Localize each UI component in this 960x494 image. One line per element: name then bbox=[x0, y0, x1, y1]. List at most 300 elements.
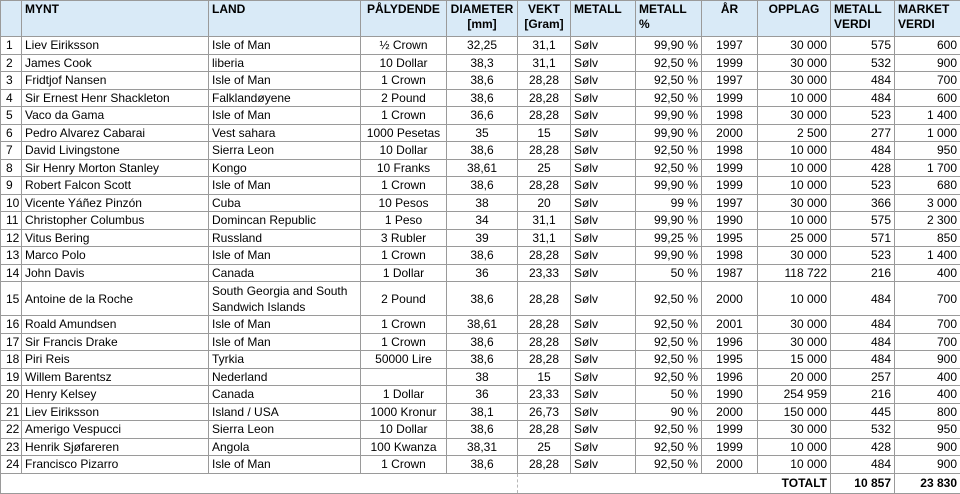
cell-aar[interactable]: 1999 bbox=[702, 421, 758, 439]
cell-market-verdi[interactable]: 680 bbox=[895, 177, 960, 195]
cell-metall[interactable]: Sølv bbox=[571, 194, 636, 212]
cell-vekt[interactable]: 15 bbox=[518, 124, 571, 142]
cell-palydende[interactable]: 1 Dollar bbox=[361, 264, 447, 282]
cell-market-verdi[interactable]: 700 bbox=[895, 72, 960, 90]
cell-metall-pct[interactable]: 92,50 % bbox=[636, 316, 702, 334]
cell-diameter[interactable]: 38,6 bbox=[447, 89, 518, 107]
cell-diameter[interactable]: 38,6 bbox=[447, 177, 518, 195]
cell-market-verdi[interactable]: 900 bbox=[895, 456, 960, 474]
cell-metall-pct[interactable]: 92,50 % bbox=[636, 54, 702, 72]
cell-market-verdi[interactable]: 1 400 bbox=[895, 107, 960, 125]
cell-metall-verdi[interactable]: 216 bbox=[831, 386, 895, 404]
cell-market-verdi[interactable]: 600 bbox=[895, 89, 960, 107]
cell-market-verdi[interactable]: 900 bbox=[895, 351, 960, 369]
cell-aar[interactable]: 1990 bbox=[702, 212, 758, 230]
cell-metall[interactable]: Sølv bbox=[571, 159, 636, 177]
cell-market-verdi[interactable]: 3 000 bbox=[895, 194, 960, 212]
cell-land[interactable]: Falklandøyene bbox=[209, 89, 361, 107]
cell-market-verdi[interactable]: 850 bbox=[895, 229, 960, 247]
col-header-palydende[interactable]: PÅLYDENDE bbox=[361, 1, 447, 37]
cell-metall-verdi[interactable]: 428 bbox=[831, 159, 895, 177]
cell-metall-verdi[interactable]: 575 bbox=[831, 37, 895, 55]
col-header-land[interactable]: LAND bbox=[209, 1, 361, 37]
cell-nr[interactable]: 3 bbox=[1, 72, 22, 90]
cell-vekt[interactable]: 25 bbox=[518, 159, 571, 177]
cell-metall-verdi[interactable]: 484 bbox=[831, 72, 895, 90]
cell-diameter[interactable]: 38,6 bbox=[447, 456, 518, 474]
cell-diameter[interactable]: 38,6 bbox=[447, 351, 518, 369]
cell-nr[interactable]: 17 bbox=[1, 333, 22, 351]
cell-metall-pct[interactable]: 50 % bbox=[636, 264, 702, 282]
cell-land[interactable]: Nederland bbox=[209, 368, 361, 386]
cell-opplag[interactable]: 10 000 bbox=[758, 212, 831, 230]
cell-opplag[interactable]: 10 000 bbox=[758, 177, 831, 195]
cell-land[interactable]: Isle of Man bbox=[209, 247, 361, 265]
cell-opplag[interactable]: 25 000 bbox=[758, 229, 831, 247]
cell-metall[interactable]: Sølv bbox=[571, 386, 636, 404]
cell-land[interactable]: Cuba bbox=[209, 194, 361, 212]
cell-opplag[interactable]: 15 000 bbox=[758, 351, 831, 369]
cell-nr[interactable]: 13 bbox=[1, 247, 22, 265]
cell-land[interactable]: Island / USA bbox=[209, 403, 361, 421]
cell-mynt[interactable]: Piri Reis bbox=[22, 351, 209, 369]
cell-vekt[interactable]: 28,28 bbox=[518, 142, 571, 160]
cell-mynt[interactable]: Vaco da Gama bbox=[22, 107, 209, 125]
cell-metall[interactable]: Sølv bbox=[571, 37, 636, 55]
cell-aar[interactable]: 1996 bbox=[702, 368, 758, 386]
cell-diameter[interactable]: 34 bbox=[447, 212, 518, 230]
cell-metall-verdi[interactable]: 484 bbox=[831, 282, 895, 316]
cell-vekt[interactable]: 23,33 bbox=[518, 386, 571, 404]
cell-land[interactable]: liberia bbox=[209, 54, 361, 72]
cell-palydende[interactable]: 1 Crown bbox=[361, 456, 447, 474]
cell-metall-verdi[interactable]: 484 bbox=[831, 89, 895, 107]
cell-opplag[interactable]: 10 000 bbox=[758, 282, 831, 316]
cell-mynt[interactable]: Francisco Pizarro bbox=[22, 456, 209, 474]
cell-metall-verdi[interactable]: 484 bbox=[831, 351, 895, 369]
cell-diameter[interactable]: 32,25 bbox=[447, 37, 518, 55]
cell-metall-verdi[interactable]: 445 bbox=[831, 403, 895, 421]
cell-vekt[interactable]: 28,28 bbox=[518, 282, 571, 316]
cell-mynt[interactable]: James Cook bbox=[22, 54, 209, 72]
cell-diameter[interactable]: 38,1 bbox=[447, 403, 518, 421]
cell-mynt[interactable]: David Livingstone bbox=[22, 142, 209, 160]
cell-diameter[interactable]: 36 bbox=[447, 264, 518, 282]
cell-opplag[interactable]: 30 000 bbox=[758, 421, 831, 439]
cell-metall[interactable]: Sølv bbox=[571, 107, 636, 125]
cell-mynt[interactable]: John Davis bbox=[22, 264, 209, 282]
cell-land[interactable]: Sierra Leon bbox=[209, 421, 361, 439]
cell-metall[interactable]: Sølv bbox=[571, 351, 636, 369]
cell-diameter[interactable]: 38,3 bbox=[447, 54, 518, 72]
cell-metall-verdi[interactable]: 523 bbox=[831, 247, 895, 265]
cell-diameter[interactable]: 38,31 bbox=[447, 438, 518, 456]
cell-nr[interactable]: 18 bbox=[1, 351, 22, 369]
cell-aar[interactable]: 1998 bbox=[702, 142, 758, 160]
cell-palydende[interactable]: 1 Crown bbox=[361, 333, 447, 351]
cell-palydende[interactable]: 50000 Lire bbox=[361, 351, 447, 369]
cell-mynt[interactable]: Roald Amundsen bbox=[22, 316, 209, 334]
cell-land[interactable]: Angola bbox=[209, 438, 361, 456]
col-header-metall-verdi[interactable] bbox=[831, 1, 895, 37]
cell-land[interactable]: Isle of Man bbox=[209, 37, 361, 55]
totals-metall-verdi[interactable]: 10 857 bbox=[831, 473, 895, 493]
cell-nr[interactable]: 10 bbox=[1, 194, 22, 212]
cell-market-verdi[interactable]: 1 700 bbox=[895, 159, 960, 177]
cell-palydende[interactable]: 10 Dollar bbox=[361, 142, 447, 160]
cell-palydende[interactable]: 10 Dollar bbox=[361, 54, 447, 72]
cell-palydende[interactable]: 100 Kwanza bbox=[361, 438, 447, 456]
cell-palydende[interactable]: 3 Rubler bbox=[361, 229, 447, 247]
cell-diameter[interactable]: 38,6 bbox=[447, 72, 518, 90]
cell-opplag[interactable]: 20 000 bbox=[758, 368, 831, 386]
cell-mynt[interactable]: Willem Barentsz bbox=[22, 368, 209, 386]
cell-metall-verdi[interactable]: 523 bbox=[831, 177, 895, 195]
cell-aar[interactable]: 1997 bbox=[702, 194, 758, 212]
cell-metall[interactable]: Sølv bbox=[571, 316, 636, 334]
cell-palydende[interactable]: 10 Pesos bbox=[361, 194, 447, 212]
cell-mynt[interactable]: Henry Kelsey bbox=[22, 386, 209, 404]
cell-diameter[interactable]: 38,6 bbox=[447, 282, 518, 316]
cell-metall[interactable]: Sølv bbox=[571, 438, 636, 456]
cell-land[interactable]: Isle of Man bbox=[209, 72, 361, 90]
cell-palydende[interactable]: 1000 Pesetas bbox=[361, 124, 447, 142]
cell-metall[interactable]: Sølv bbox=[571, 124, 636, 142]
cell-metall-pct[interactable]: 92,50 % bbox=[636, 72, 702, 90]
cell-metall-pct[interactable]: 92,50 % bbox=[636, 142, 702, 160]
cell-metall[interactable]: Sølv bbox=[571, 247, 636, 265]
cell-diameter[interactable]: 39 bbox=[447, 229, 518, 247]
cell-palydende[interactable]: 10 Dollar bbox=[361, 421, 447, 439]
cell-mynt[interactable]: Liev Eiriksson bbox=[22, 403, 209, 421]
cell-nr[interactable]: 8 bbox=[1, 159, 22, 177]
cell-metall-verdi[interactable]: 575 bbox=[831, 212, 895, 230]
cell-metall[interactable]: Sølv bbox=[571, 456, 636, 474]
cell-market-verdi[interactable]: 400 bbox=[895, 386, 960, 404]
cell-nr[interactable]: 5 bbox=[1, 107, 22, 125]
cell-metall[interactable]: Sølv bbox=[571, 403, 636, 421]
cell-metall-pct[interactable]: 92,50 % bbox=[636, 438, 702, 456]
cell-nr[interactable]: 16 bbox=[1, 316, 22, 334]
cell-vekt[interactable]: 28,28 bbox=[518, 72, 571, 90]
cell-opplag[interactable]: 30 000 bbox=[758, 37, 831, 55]
cell-metall-pct[interactable]: 99,90 % bbox=[636, 107, 702, 125]
cell-opplag[interactable]: 10 000 bbox=[758, 159, 831, 177]
cell-metall-verdi[interactable]: 257 bbox=[831, 368, 895, 386]
cell-metall-pct[interactable]: 92,50 % bbox=[636, 333, 702, 351]
cell-metall[interactable]: Sølv bbox=[571, 264, 636, 282]
cell-palydende[interactable]: 1 Crown bbox=[361, 107, 447, 125]
cell-aar[interactable]: 1987 bbox=[702, 264, 758, 282]
cell-diameter[interactable]: 36 bbox=[447, 386, 518, 404]
cell-nr[interactable]: 20 bbox=[1, 386, 22, 404]
cell-market-verdi[interactable]: 400 bbox=[895, 264, 960, 282]
cell-metall-pct[interactable]: 92,50 % bbox=[636, 421, 702, 439]
cell-metall-pct[interactable]: 99,90 % bbox=[636, 247, 702, 265]
cell-land[interactable]: Vest sahara bbox=[209, 124, 361, 142]
cell-metall[interactable]: Sølv bbox=[571, 212, 636, 230]
cell-market-verdi[interactable]: 400 bbox=[895, 368, 960, 386]
cell-market-verdi[interactable]: 1 400 bbox=[895, 247, 960, 265]
totals-label[interactable]: TOTALT bbox=[758, 473, 831, 493]
cell-vekt[interactable]: 20 bbox=[518, 194, 571, 212]
cell-mynt[interactable]: Sir Henry Morton Stanley bbox=[22, 159, 209, 177]
cell-land[interactable]: Canada bbox=[209, 264, 361, 282]
cell-metall-verdi[interactable]: 484 bbox=[831, 142, 895, 160]
cell-mynt[interactable]: Vitus Bering bbox=[22, 229, 209, 247]
cell-vekt[interactable]: 28,28 bbox=[518, 89, 571, 107]
cell-mynt[interactable]: Fridtjof Nansen bbox=[22, 72, 209, 90]
cell-market-verdi[interactable]: 950 bbox=[895, 421, 960, 439]
cell-vekt[interactable]: 15 bbox=[518, 368, 571, 386]
cell-vekt[interactable]: 23,33 bbox=[518, 264, 571, 282]
cell-metall-verdi[interactable]: 571 bbox=[831, 229, 895, 247]
cell-diameter[interactable]: 38 bbox=[447, 368, 518, 386]
cell-metall-pct[interactable]: 92,50 % bbox=[636, 159, 702, 177]
cell-vekt[interactable]: 28,28 bbox=[518, 316, 571, 334]
col-header-metall-pct[interactable] bbox=[636, 1, 702, 37]
cell-land[interactable]: Isle of Man bbox=[209, 456, 361, 474]
totals-market-verdi[interactable]: 23 830 bbox=[895, 473, 960, 493]
cell-palydende[interactable]: 1 Peso bbox=[361, 212, 447, 230]
cell-nr[interactable]: 22 bbox=[1, 421, 22, 439]
cell-metall-verdi[interactable]: 532 bbox=[831, 421, 895, 439]
cell-metall[interactable]: Sølv bbox=[571, 333, 636, 351]
cell-palydende[interactable]: 1 Crown bbox=[361, 316, 447, 334]
cell-opplag[interactable]: 10 000 bbox=[758, 438, 831, 456]
cell-palydende[interactable]: 2 Pound bbox=[361, 282, 447, 316]
cell-metall-pct[interactable]: 92,50 % bbox=[636, 351, 702, 369]
cell-market-verdi[interactable]: 900 bbox=[895, 438, 960, 456]
cell-opplag[interactable]: 30 000 bbox=[758, 54, 831, 72]
cell-aar[interactable]: 1999 bbox=[702, 159, 758, 177]
cell-vekt[interactable]: 28,28 bbox=[518, 351, 571, 369]
cell-metall[interactable]: Sølv bbox=[571, 229, 636, 247]
cell-palydende[interactable]: 1000 Kronur bbox=[361, 403, 447, 421]
cell-land[interactable]: Russland bbox=[209, 229, 361, 247]
col-header-diameter[interactable] bbox=[447, 1, 518, 37]
cell-metall[interactable]: Sølv bbox=[571, 89, 636, 107]
cell-mynt[interactable]: Sir Ernest Henr Shackleton bbox=[22, 89, 209, 107]
cell-nr[interactable]: 15 bbox=[1, 282, 22, 316]
cell-land[interactable]: Domincan Republic bbox=[209, 212, 361, 230]
cell-diameter[interactable]: 38,6 bbox=[447, 421, 518, 439]
cell-metall[interactable]: Sølv bbox=[571, 421, 636, 439]
col-header-vekt[interactable] bbox=[518, 1, 571, 37]
cell-nr[interactable]: 12 bbox=[1, 229, 22, 247]
cell-metall-verdi[interactable]: 484 bbox=[831, 456, 895, 474]
cell-land[interactable]: Isle of Man bbox=[209, 333, 361, 351]
cell-opplag[interactable]: 30 000 bbox=[758, 107, 831, 125]
cell-palydende[interactable]: 1 Dollar bbox=[361, 386, 447, 404]
cell-metall-pct[interactable]: 92,50 % bbox=[636, 368, 702, 386]
cell-nr[interactable]: 9 bbox=[1, 177, 22, 195]
cell-palydende[interactable]: 1 Crown bbox=[361, 247, 447, 265]
cell-aar[interactable]: 1999 bbox=[702, 177, 758, 195]
cell-market-verdi[interactable]: 1 000 bbox=[895, 124, 960, 142]
cell-market-verdi[interactable]: 700 bbox=[895, 333, 960, 351]
cell-aar[interactable]: 2000 bbox=[702, 124, 758, 142]
cell-aar[interactable]: 2000 bbox=[702, 282, 758, 316]
cell-metall-pct[interactable]: 99,90 % bbox=[636, 124, 702, 142]
cell-nr[interactable]: 6 bbox=[1, 124, 22, 142]
cell-diameter[interactable]: 38 bbox=[447, 194, 518, 212]
cell-metall[interactable]: Sølv bbox=[571, 368, 636, 386]
cell-vekt[interactable]: 26,73 bbox=[518, 403, 571, 421]
cell-vekt[interactable]: 28,28 bbox=[518, 247, 571, 265]
cell-land[interactable]: Isle of Man bbox=[209, 316, 361, 334]
cell-land[interactable]: Kongo bbox=[209, 159, 361, 177]
cell-market-verdi[interactable]: 900 bbox=[895, 54, 960, 72]
cell-opplag[interactable]: 2 500 bbox=[758, 124, 831, 142]
cell-aar[interactable]: 1996 bbox=[702, 333, 758, 351]
cell-land[interactable]: South Georgia and South Sandwich Islands bbox=[209, 282, 361, 316]
cell-vekt[interactable]: 28,28 bbox=[518, 177, 571, 195]
cell-aar[interactable]: 1998 bbox=[702, 107, 758, 125]
cell-mynt[interactable]: Christopher Columbus bbox=[22, 212, 209, 230]
cell-metall-pct[interactable]: 92,50 % bbox=[636, 456, 702, 474]
cell-vekt[interactable]: 28,28 bbox=[518, 421, 571, 439]
cell-palydende[interactable]: ½ Crown bbox=[361, 37, 447, 55]
cell-market-verdi[interactable]: 950 bbox=[895, 142, 960, 160]
cell-opplag[interactable]: 10 000 bbox=[758, 456, 831, 474]
cell-opplag[interactable]: 150 000 bbox=[758, 403, 831, 421]
cell-aar[interactable]: 1998 bbox=[702, 247, 758, 265]
cell-vekt[interactable]: 28,28 bbox=[518, 333, 571, 351]
col-header-opplag[interactable]: OPPLAG bbox=[758, 1, 831, 37]
cell-vekt[interactable]: 31,1 bbox=[518, 212, 571, 230]
col-header-nr[interactable] bbox=[1, 1, 22, 37]
cell-mynt[interactable]: Henrik Sjøfareren bbox=[22, 438, 209, 456]
cell-nr[interactable]: 1 bbox=[1, 37, 22, 55]
cell-opplag[interactable]: 30 000 bbox=[758, 333, 831, 351]
cell-nr[interactable]: 24 bbox=[1, 456, 22, 474]
cell-vekt[interactable]: 25 bbox=[518, 438, 571, 456]
cell-metall-verdi[interactable]: 366 bbox=[831, 194, 895, 212]
cell-land[interactable]: Isle of Man bbox=[209, 177, 361, 195]
cell-metall-verdi[interactable]: 532 bbox=[831, 54, 895, 72]
cell-metall[interactable]: Sølv bbox=[571, 282, 636, 316]
cell-diameter[interactable]: 38,6 bbox=[447, 247, 518, 265]
cell-mynt[interactable]: Sir Francis Drake bbox=[22, 333, 209, 351]
cell-mynt[interactable]: Liev Eiriksson bbox=[22, 37, 209, 55]
cell-land[interactable]: Isle of Man bbox=[209, 107, 361, 125]
cell-metall[interactable]: Sølv bbox=[571, 72, 636, 90]
cell-market-verdi[interactable]: 700 bbox=[895, 316, 960, 334]
cell-metall-pct[interactable]: 99,90 % bbox=[636, 37, 702, 55]
cell-market-verdi[interactable]: 600 bbox=[895, 37, 960, 55]
cell-mynt[interactable]: Marco Polo bbox=[22, 247, 209, 265]
cell-aar[interactable]: 2000 bbox=[702, 456, 758, 474]
cell-palydende[interactable]: 10 Franks bbox=[361, 159, 447, 177]
cell-nr[interactable]: 14 bbox=[1, 264, 22, 282]
cell-metall-pct[interactable]: 99,90 % bbox=[636, 212, 702, 230]
cell-opplag[interactable]: 10 000 bbox=[758, 142, 831, 160]
cell-aar[interactable]: 2000 bbox=[702, 403, 758, 421]
cell-metall-pct[interactable]: 92,50 % bbox=[636, 89, 702, 107]
cell-aar[interactable]: 1997 bbox=[702, 72, 758, 90]
col-header-market-verdi[interactable] bbox=[895, 1, 960, 37]
cell-market-verdi[interactable]: 2 300 bbox=[895, 212, 960, 230]
cell-metall-pct[interactable]: 99,90 % bbox=[636, 177, 702, 195]
cell-mynt[interactable]: Robert Falcon Scott bbox=[22, 177, 209, 195]
cell-aar[interactable]: 1995 bbox=[702, 351, 758, 369]
cell-mynt[interactable]: Pedro Alvarez Cabarai bbox=[22, 124, 209, 142]
cell-opplag[interactable]: 254 959 bbox=[758, 386, 831, 404]
cell-opplag[interactable]: 30 000 bbox=[758, 316, 831, 334]
cell-aar[interactable]: 1999 bbox=[702, 89, 758, 107]
cell-metall-pct[interactable]: 90 % bbox=[636, 403, 702, 421]
cell-opplag[interactable]: 10 000 bbox=[758, 89, 831, 107]
cell-nr[interactable]: 19 bbox=[1, 368, 22, 386]
cell-metall-verdi[interactable]: 484 bbox=[831, 316, 895, 334]
cell-palydende[interactable]: 1 Crown bbox=[361, 177, 447, 195]
cell-metall-verdi[interactable]: 216 bbox=[831, 264, 895, 282]
cell-diameter[interactable]: 38,6 bbox=[447, 333, 518, 351]
cell-mynt[interactable]: Vicente Yáñez Pinzón bbox=[22, 194, 209, 212]
cell-vekt[interactable]: 31,1 bbox=[518, 229, 571, 247]
cell-vekt[interactable]: 28,28 bbox=[518, 456, 571, 474]
cell-opplag[interactable]: 118 722 bbox=[758, 264, 831, 282]
cell-opplag[interactable]: 30 000 bbox=[758, 247, 831, 265]
cell-metall-pct[interactable]: 50 % bbox=[636, 386, 702, 404]
cell-opplag[interactable]: 30 000 bbox=[758, 194, 831, 212]
cell-aar[interactable]: 2001 bbox=[702, 316, 758, 334]
cell-land[interactable]: Tyrkia bbox=[209, 351, 361, 369]
cell-palydende[interactable] bbox=[361, 368, 447, 386]
cell-nr[interactable]: 2 bbox=[1, 54, 22, 72]
cell-nr[interactable]: 7 bbox=[1, 142, 22, 160]
cell-aar[interactable]: 1990 bbox=[702, 386, 758, 404]
cell-land[interactable]: Sierra Leon bbox=[209, 142, 361, 160]
col-header-metall[interactable]: METALL bbox=[571, 1, 636, 37]
cell-metall-verdi[interactable]: 428 bbox=[831, 438, 895, 456]
cell-diameter[interactable]: 35 bbox=[447, 124, 518, 142]
cell-nr[interactable]: 4 bbox=[1, 89, 22, 107]
cell-vekt[interactable]: 28,28 bbox=[518, 107, 571, 125]
cell-metall-pct[interactable]: 99,25 % bbox=[636, 229, 702, 247]
cell-market-verdi[interactable]: 800 bbox=[895, 403, 960, 421]
cell-palydende[interactable]: 1 Crown bbox=[361, 72, 447, 90]
cell-diameter[interactable]: 38,61 bbox=[447, 159, 518, 177]
cell-nr[interactable]: 21 bbox=[1, 403, 22, 421]
cell-nr[interactable]: 23 bbox=[1, 438, 22, 456]
cell-market-verdi[interactable]: 700 bbox=[895, 282, 960, 316]
cell-aar[interactable]: 1995 bbox=[702, 229, 758, 247]
cell-nr[interactable]: 11 bbox=[1, 212, 22, 230]
cell-mynt[interactable]: Antoine de la Roche bbox=[22, 282, 209, 316]
cell-diameter[interactable]: 36,6 bbox=[447, 107, 518, 125]
cell-diameter[interactable]: 38,6 bbox=[447, 142, 518, 160]
cell-aar[interactable]: 1997 bbox=[702, 37, 758, 55]
cell-metall-pct[interactable]: 92,50 % bbox=[636, 282, 702, 316]
cell-palydende[interactable]: 2 Pound bbox=[361, 89, 447, 107]
cell-metall[interactable]: Sølv bbox=[571, 142, 636, 160]
col-header-aar[interactable]: ÅR bbox=[702, 1, 758, 37]
cell-metall-verdi[interactable]: 523 bbox=[831, 107, 895, 125]
cell-opplag[interactable]: 30 000 bbox=[758, 72, 831, 90]
cell-vekt[interactable]: 31,1 bbox=[518, 54, 571, 72]
cell-aar[interactable]: 1999 bbox=[702, 54, 758, 72]
cell-mynt[interactable]: Amerigo Vespucci bbox=[22, 421, 209, 439]
cell-metall-verdi[interactable]: 277 bbox=[831, 124, 895, 142]
col-header-mynt[interactable]: MYNT bbox=[22, 1, 209, 37]
cell-metall-pct[interactable]: 99 % bbox=[636, 194, 702, 212]
cell-land[interactable]: Canada bbox=[209, 386, 361, 404]
cell-diameter[interactable]: 38,61 bbox=[447, 316, 518, 334]
cell-metall[interactable]: Sølv bbox=[571, 177, 636, 195]
cell-metall-verdi[interactable]: 484 bbox=[831, 333, 895, 351]
